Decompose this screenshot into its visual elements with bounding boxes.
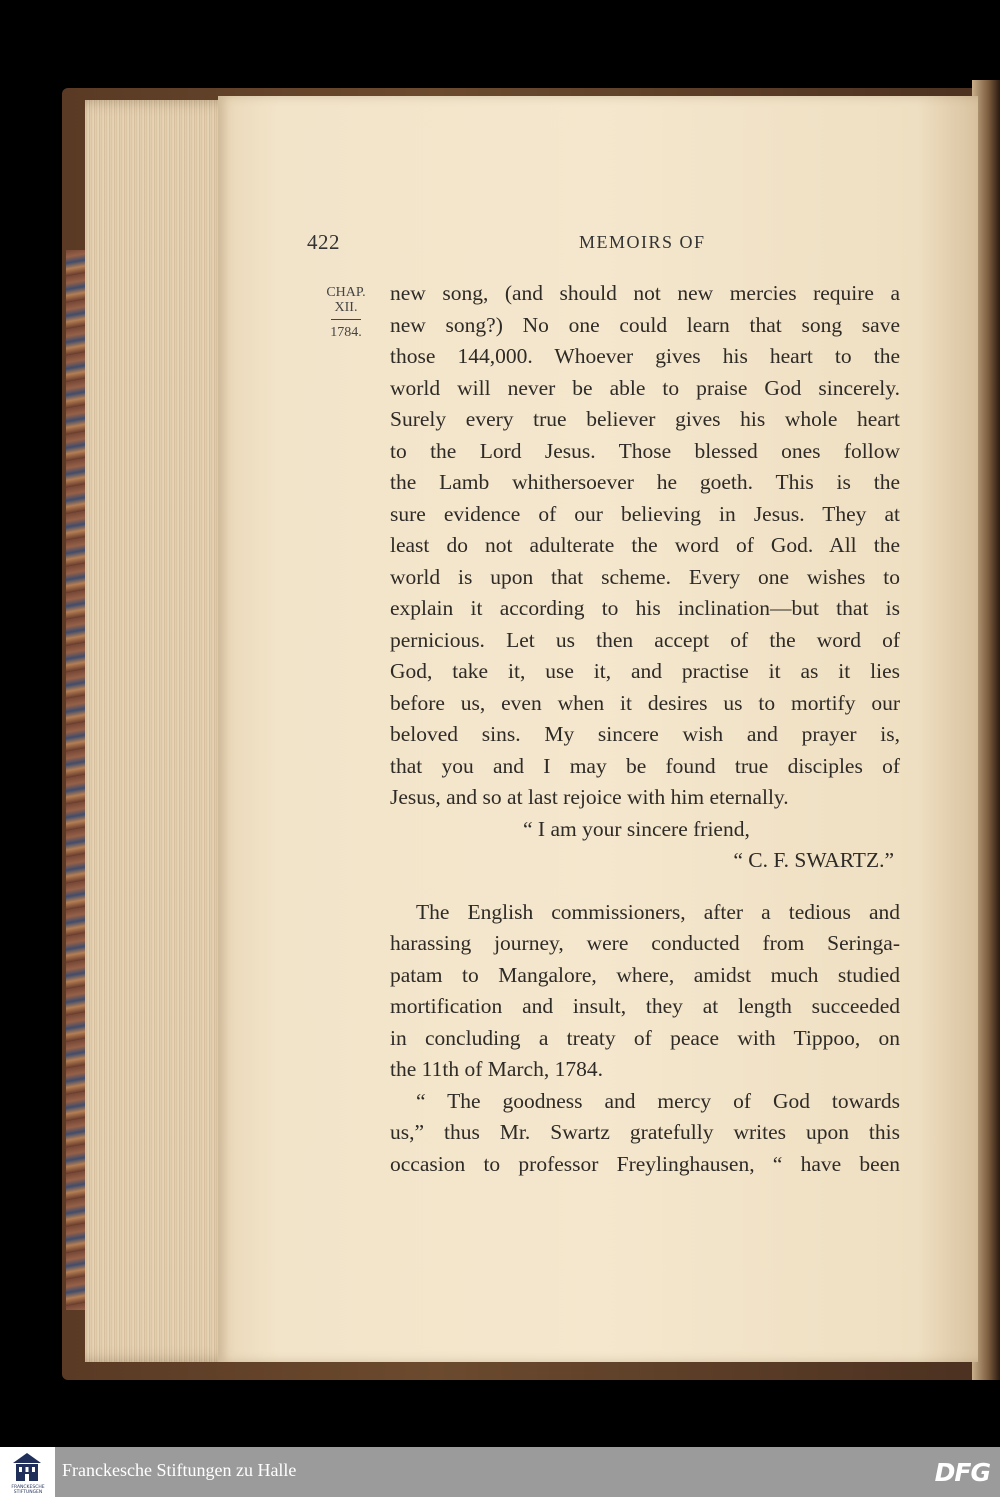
- text-line: beloved sins. My sincere wish and prayer is,: [390, 722, 900, 746]
- text-line: explain it according to his inclination—but that is: [390, 596, 900, 620]
- text-line: new song?) No one could learn that song save: [390, 312, 900, 337]
- text-line: those 144,000. Whoever gives his heart to the: [390, 344, 900, 368]
- chapter-number: XII.: [334, 300, 358, 315]
- letter-signature: “ C. F. SWARTZ.”: [733, 848, 894, 872]
- text-line: patam to Mangalore, where, amidst much studied: [390, 962, 900, 987]
- text-line: us,” thus Mr. Swartz gratefully writes upon this: [390, 1120, 900, 1144]
- letter-closing: “ I am your sincere friend,: [523, 816, 750, 841]
- text-line: “ The goodness and mercy of God towards: [416, 1088, 900, 1113]
- text-line: that you and I may be found true disciples of: [390, 753, 900, 778]
- text-line: world is upon that scheme. Every one wishes to: [390, 564, 900, 589]
- text-line: to the Lord Jesus. Those blessed ones follow: [390, 438, 900, 463]
- viewer-footer: [0, 1447, 1000, 1497]
- text-line: least do not adulterate the word of God. All the: [390, 533, 900, 557]
- text-line: in concluding a treaty of peace with Tippoo, on: [390, 1025, 900, 1050]
- running-head: MEMOIRS OF: [579, 232, 706, 252]
- institution-name[interactable]: Franckesche Stiftungen zu Halle: [62, 1460, 297, 1480]
- text-line: before us, even when it desires us to mortify our: [390, 690, 900, 715]
- margin-year: 1784.: [330, 325, 362, 340]
- dfg-logo[interactable]: DFG: [934, 1458, 990, 1487]
- text-line: occasion to professor Freylinghausen, “ have been: [390, 1151, 900, 1176]
- page-edges: [85, 100, 235, 1362]
- text-line: harassing journey, were conducted from Seringa-: [390, 931, 900, 955]
- text-line: Surely every true believer gives his whole heart: [390, 407, 900, 431]
- page-number: 422: [307, 230, 340, 254]
- logo-text: FRANCKESCHE STIFTUNGEN: [11, 1485, 45, 1495]
- building-icon: [10, 1451, 44, 1483]
- text-line: sure evidence of our believing in Jesus. They at: [390, 501, 900, 526]
- text-line: The English commissioners, after a tedious and: [416, 899, 900, 924]
- text-line: the 11th of March, 1784.: [390, 1057, 603, 1081]
- text-line: new song, (and should not new mercies require a: [390, 281, 900, 305]
- paragraph-gap: [390, 877, 900, 897]
- institution-logo[interactable]: [0, 1447, 55, 1497]
- margin-note: [316, 285, 376, 340]
- margin-rule: [331, 319, 361, 320]
- page-header: [0, 228, 1000, 260]
- page-text: [390, 278, 900, 1180]
- chapter-label: CHAP.: [326, 285, 366, 300]
- text-line: Jesus, and so at last rejoice with him eternally.: [390, 785, 789, 809]
- text-line: pernicious. Let us then accept of the word of: [390, 627, 900, 652]
- text-line: God, take it, use it, and practise it as it lies: [390, 659, 900, 683]
- text-line: mortification and insult, they at length succeeded: [390, 994, 900, 1018]
- text-line: world will never be able to praise God sincerely.: [390, 375, 900, 400]
- marbled-edge: [66, 250, 86, 1310]
- text-line: the Lamb whithersoever he goeth. This is the: [390, 470, 900, 494]
